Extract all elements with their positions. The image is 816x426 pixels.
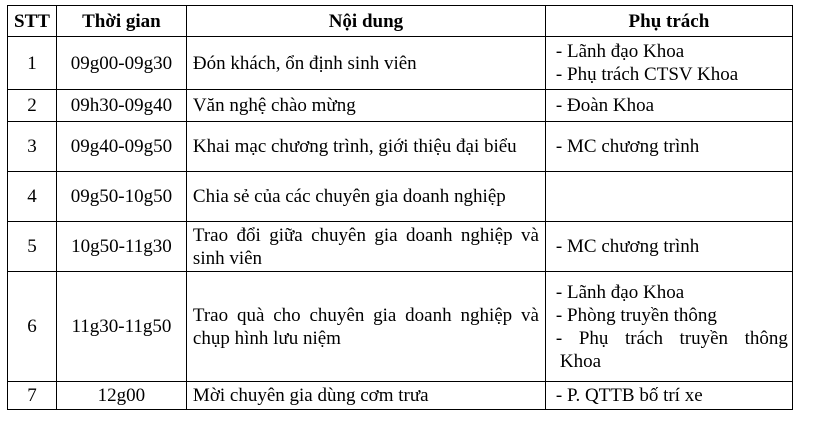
cell-stt: 3 xyxy=(8,122,57,172)
cell-time: 12g00 xyxy=(56,382,186,410)
table-row xyxy=(8,122,793,172)
header-owner: Phụ trách xyxy=(545,6,792,37)
table-row xyxy=(8,37,793,90)
cell-stt: 6 xyxy=(8,272,57,382)
owner-line: - Phụ trách truyền thông xyxy=(555,327,788,349)
cell-stt: 5 xyxy=(8,222,57,272)
table-row xyxy=(8,382,793,410)
cell-content: Khai mạc chương trình, giới thiệu đại biểu xyxy=(186,122,545,172)
cell-owner xyxy=(545,272,792,382)
cell-owner xyxy=(545,382,792,410)
cell-owner xyxy=(545,222,792,272)
owner-line: - Phòng truyền thông xyxy=(555,304,717,326)
table-row xyxy=(8,172,793,222)
cell-content: Trao đổi giữa chuyên gia doanh nghiệp và sinh viên xyxy=(186,222,545,272)
cell-stt: 2 xyxy=(8,90,57,122)
header-time: Thời gian xyxy=(56,6,186,37)
owner-line: - Đoàn Khoa xyxy=(555,95,655,116)
table-row xyxy=(8,272,793,382)
cell-stt: 7 xyxy=(8,382,57,410)
cell-owner xyxy=(545,37,792,90)
owner-line: - P. QTTB bố trí xe xyxy=(555,385,703,406)
owner-line: - MC chương trình xyxy=(555,136,700,157)
cell-content: Đón khách, ổn định sinh viên xyxy=(186,37,545,90)
cell-time: 09g50-10g50 xyxy=(56,172,186,222)
cell-owner xyxy=(545,90,792,122)
cell-content: Chia sẻ của các chuyên gia doanh nghiệp xyxy=(186,172,545,222)
header-stt: STT xyxy=(8,6,57,37)
cell-owner xyxy=(545,172,792,222)
cell-owner xyxy=(545,122,792,172)
cell-time: 09g40-09g50 xyxy=(56,122,186,172)
cell-content: Trao quà cho chuyên gia doanh nghiệp và chụp hình lưu niệm xyxy=(186,272,545,382)
cell-content: Mời chuyên gia dùng cơm trưa xyxy=(186,382,545,410)
table-row xyxy=(8,90,793,122)
table-row xyxy=(8,222,793,272)
owner-line: - Lãnh đạo Khoa xyxy=(555,41,685,62)
owner-line: - Phụ trách CTSV Khoa xyxy=(555,64,739,85)
header-row xyxy=(8,6,793,37)
cell-stt: 4 xyxy=(8,172,57,222)
header-content: Nội dung xyxy=(186,6,545,37)
cell-time: 09h30-09g40 xyxy=(56,90,186,122)
cell-time: 10g50-11g30 xyxy=(56,222,186,272)
owner-line: Khoa xyxy=(559,350,602,372)
cell-time: 11g30-11g50 xyxy=(56,272,186,382)
cell-time: 09g00-09g30 xyxy=(56,37,186,90)
owner-line: - Lãnh đạo Khoa xyxy=(555,281,685,303)
cell-content: Văn nghệ chào mừng xyxy=(186,90,545,122)
cell-stt: 1 xyxy=(8,37,57,90)
owner-line: - MC chương trình xyxy=(555,236,700,257)
schedule-table xyxy=(7,5,793,410)
